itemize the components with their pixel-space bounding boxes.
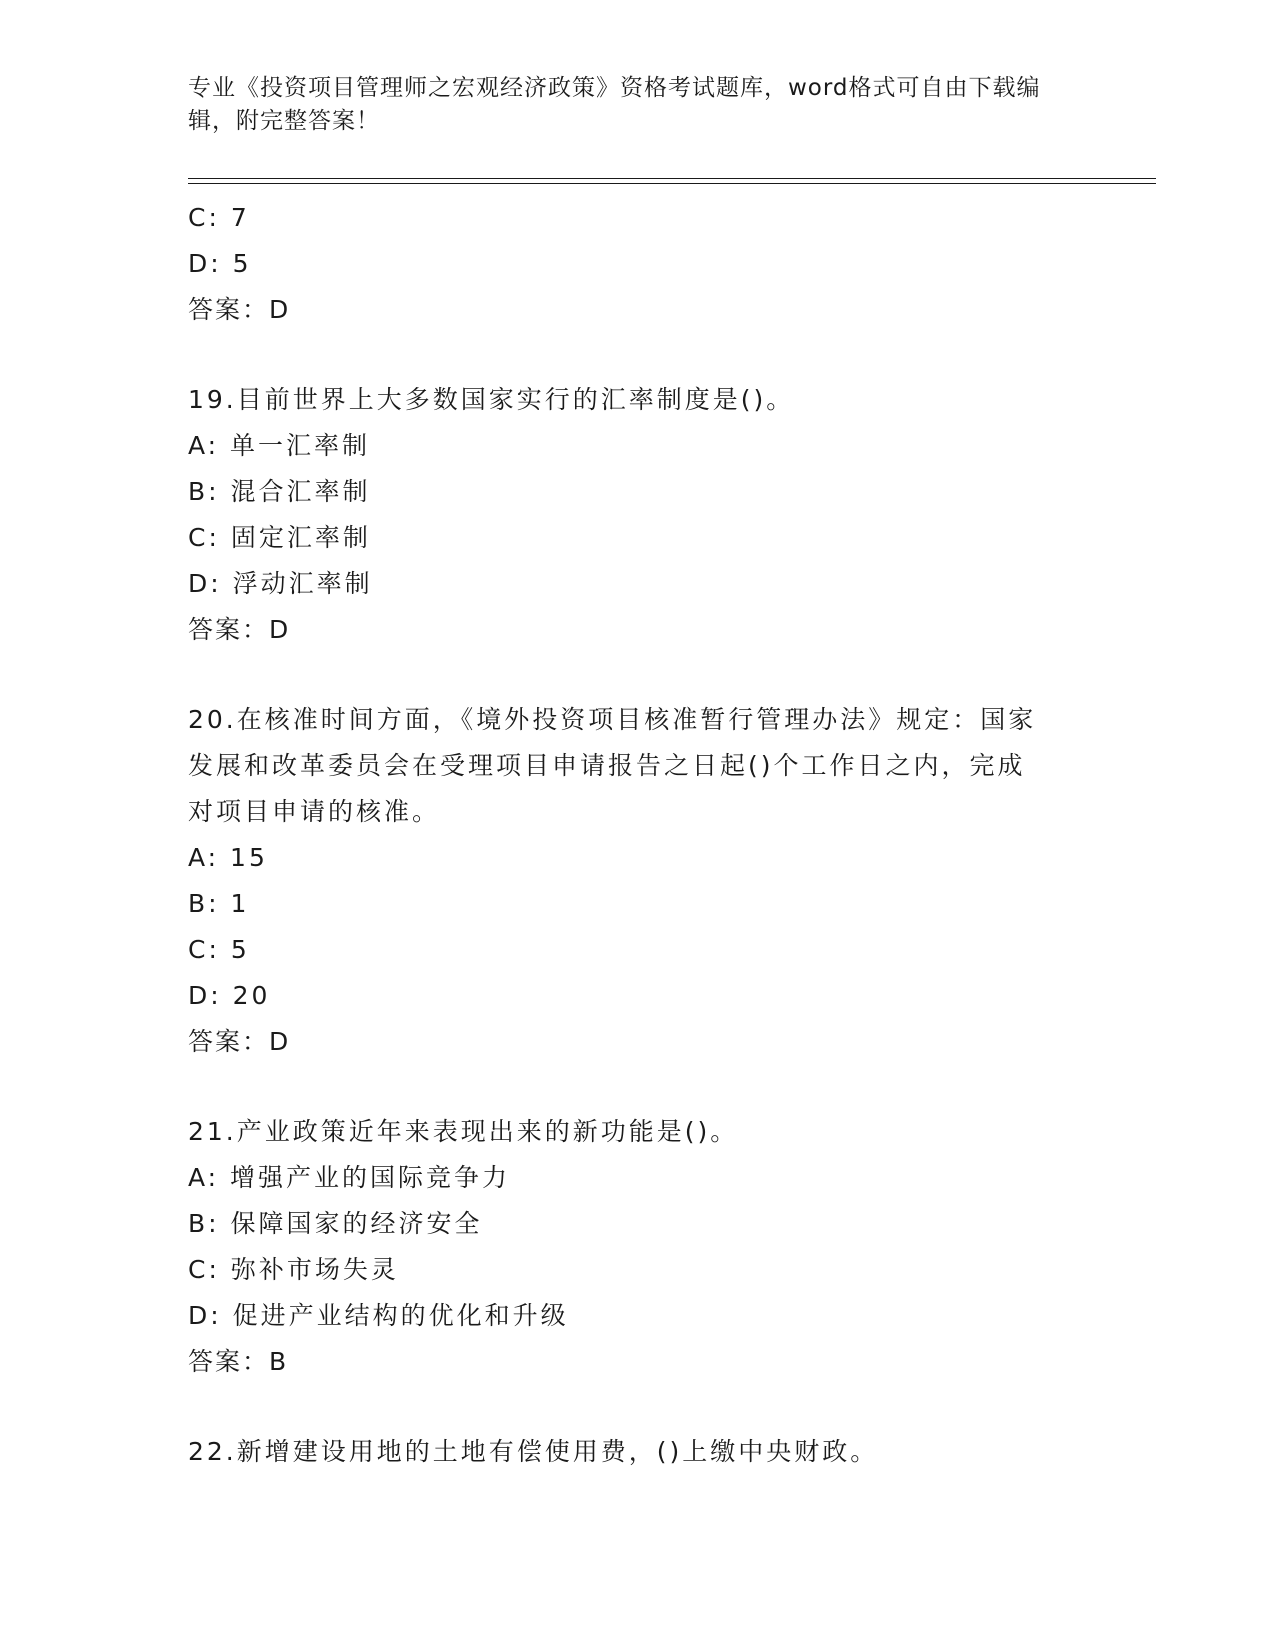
question-list — [188, 195, 1108, 1475]
option-b: B: 混合汇率制 — [188, 477, 371, 506]
option-c: C: 5 — [188, 935, 250, 964]
question-18-continuation — [188, 195, 1108, 333]
question-22 — [188, 1429, 1108, 1475]
question-19 — [188, 377, 1108, 653]
answer-line: 答案：B — [188, 1347, 289, 1376]
option-a: A: 15 — [188, 843, 268, 872]
question-text: 21.产业政策近年来表现出来的新功能是()。 — [188, 1117, 739, 1146]
question-text: 19.目前世界上大多数国家实行的汇率制度是()。 — [188, 385, 795, 414]
question-text-line-1: 20.在核准时间方面，《境外投资项目核准暂行管理办法》规定：国家 — [188, 705, 1037, 734]
option-d: D: 浮动汇率制 — [188, 569, 373, 598]
question-text-line-3: 对项目申请的核准。 — [188, 797, 441, 826]
answer-line: 答案：D — [188, 615, 291, 644]
header-line-1: 专业《投资项目管理师之宏观经济政策》资格考试题库，word格式可自由下载编 — [188, 75, 1041, 101]
header-divider-bottom — [188, 183, 1156, 184]
option-a: A: 增强产业的国际竞争力 — [188, 1163, 511, 1192]
option-a: A: 单一汇率制 — [188, 431, 371, 460]
option-d: D: 促进产业结构的优化和升级 — [188, 1301, 569, 1330]
document-header — [188, 72, 1068, 138]
option-c: C: 固定汇率制 — [188, 523, 371, 552]
option-d: D: 5 — [188, 249, 252, 278]
option-c: C: 弥补市场失灵 — [188, 1255, 399, 1284]
answer-line: 答案：D — [188, 1027, 291, 1056]
question-text-line-2: 发展和改革委员会在受理项目申请报告之日起()个工作日之内，完成 — [188, 751, 1026, 780]
question-20 — [188, 697, 1108, 1065]
option-b: B: 1 — [188, 889, 250, 918]
question-text: 22.新增建设用地的土地有偿使用费，()上缴中央财政。 — [188, 1437, 879, 1466]
header-divider-top — [188, 178, 1156, 179]
option-d: D: 20 — [188, 981, 271, 1010]
option-b: B: 保障国家的经济安全 — [188, 1209, 483, 1238]
header-line-2: 辑，附完整答案！ — [188, 108, 380, 134]
question-21 — [188, 1109, 1108, 1385]
answer-line: 答案：D — [188, 295, 291, 324]
option-c: C: 7 — [188, 203, 250, 232]
